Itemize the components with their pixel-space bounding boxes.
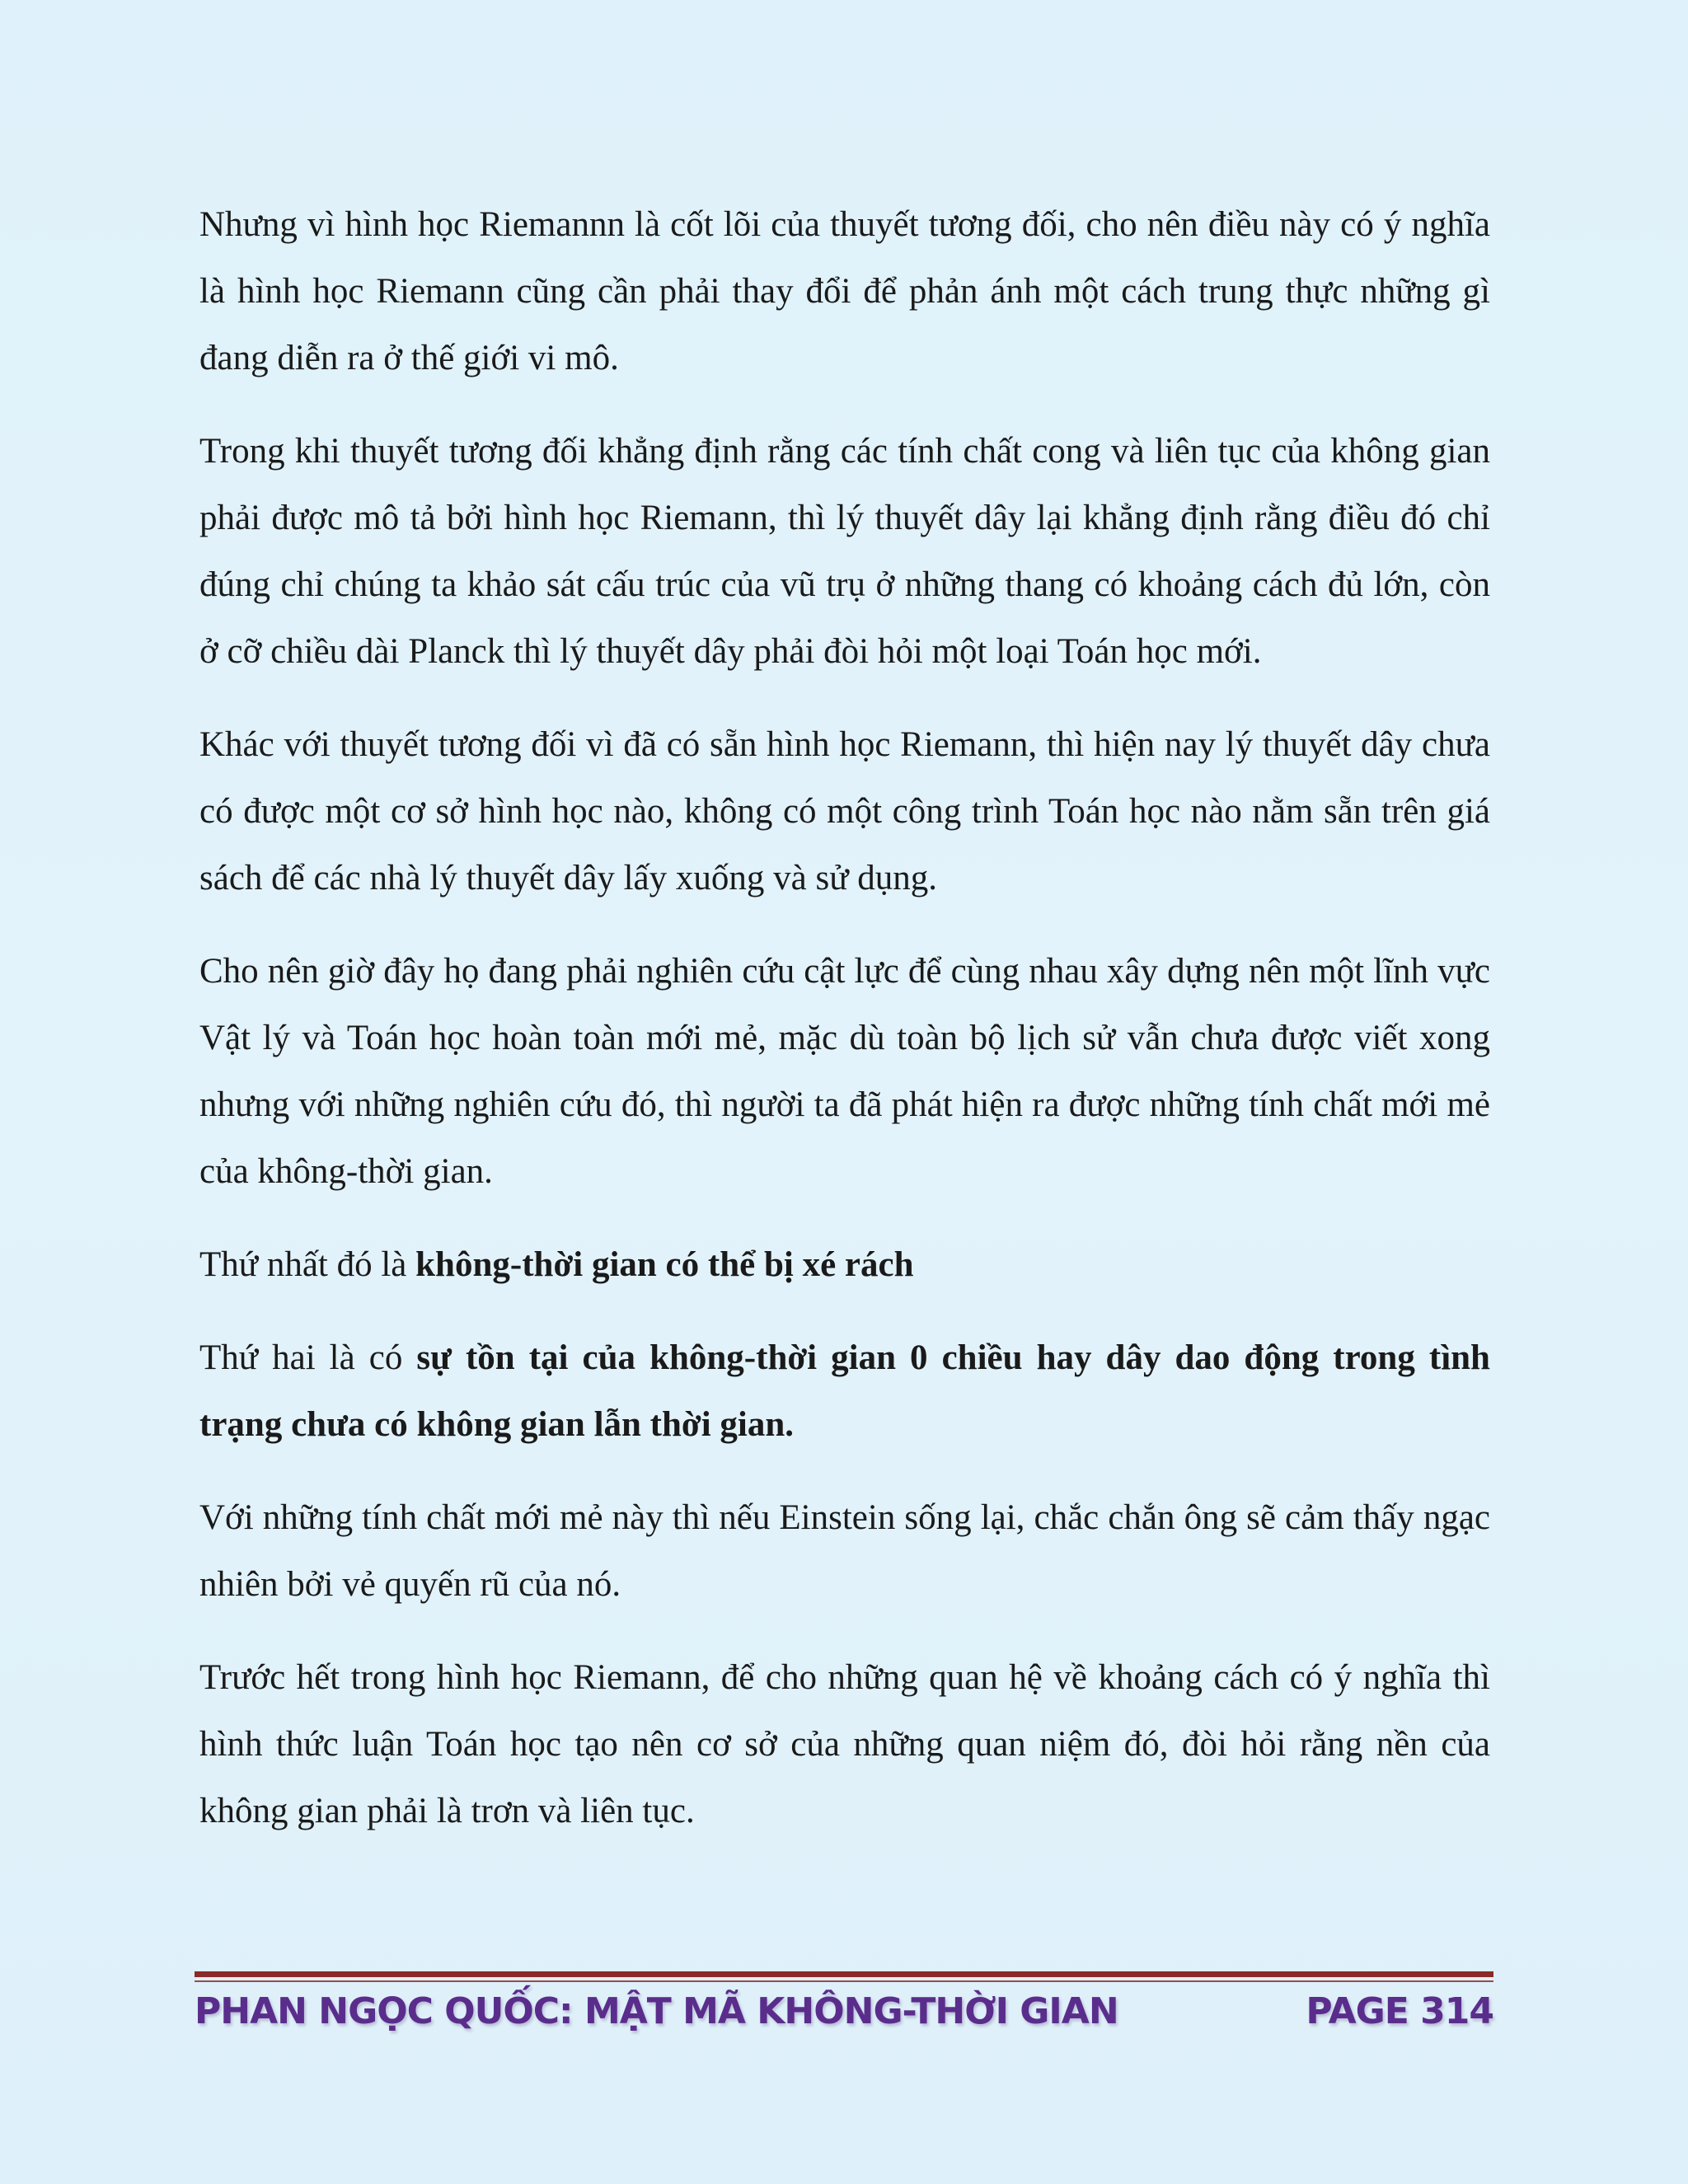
paragraph-4: Cho nên giờ đây họ đang phải nghiên cứu cật lực để cùng nhau xây dựng nên một lĩnh vực Vật lý và Toán học hoàn toàn mới mẻ, mặc dù toàn bộ lịch sử vẫn chưa được viết xong nhưng với những nghiên cứu đó, thì người ta đã phát hiện ra được những tính chất mới mẻ của không-thời gian. <box>199 952 1490 1191</box>
second-property-bold: sự tồn tại của không-thời gian 0 chiều hay dây dao động trong tình trạng chưa có không gian lẫn thời gian. <box>199 1338 1490 1444</box>
footer-row <box>195 1990 1493 2032</box>
first-property-paragraph <box>199 1231 1490 1298</box>
paragraph-3: Khác với thuyết tương đối vì đã có sẵn hình học Riemann, thì hiện nay lý thuyết dây chưa có được một cơ sở hình học nào, không có một công trình Toán học nào nằm sẵn trên giá sách để các nhà lý thuyết dây lấy xuống và sử dụng. <box>199 725 1490 898</box>
page-footer <box>195 1971 1493 2032</box>
body-text <box>199 191 1490 1871</box>
paragraph-1: Nhưng vì hình học Riemannn là cốt lõi của thuyết tương đối, cho nên điều này có ý nghĩa là hình học Riemann cũng cần phải thay đổi để phản ánh một cách trung thực những gì đang diễn ra ở thế giới vi mô. <box>199 205 1490 377</box>
footer-rule-thick <box>195 1971 1493 1977</box>
footer-rule-thin <box>195 1980 1493 1982</box>
paragraph-7: Với những tính chất mới mẻ này thì nếu Einstein sống lại, chắc chắn ông sẽ cảm thấy ngạc nhiên bởi vẻ quyến rũ của nó. <box>199 1498 1490 1604</box>
first-property-prefix: Thứ nhất đó là <box>199 1245 416 1284</box>
footer-page-number: PAGE 314 <box>1306 1990 1493 2032</box>
paragraph-2: Trong khi thuyết tương đối khẳng định rằng các tính chất cong và liên tục của không gian phải được mô tả bởi hình học Riemann, thì lý thuyết dây lại khẳng định rằng điều đó chỉ đúng chỉ chúng ta khảo sát cấu trúc của vũ trụ ở những thang có khoảng cách đủ lớn, còn ở cỡ chiều dài Planck thì lý thuyết dây phải đòi hỏi một loại Toán học mới. <box>199 432 1490 671</box>
paragraph-8: Trước hết trong hình học Riemann, để cho những quan hệ về khoảng cách có ý nghĩa thì hình thức luận Toán học tạo nên cơ sở của những quan niệm đó, đòi hỏi rằng nền của không gian phải là trơn và liên tục. <box>199 1658 1490 1830</box>
first-property-bold: không-thời gian có thể bị xé rách <box>415 1245 914 1284</box>
footer-book-title: PHAN NGỌC QUỐC: MẬT MÃ KHÔNG-THỜI GIAN <box>195 1990 1118 2032</box>
second-property-paragraph <box>199 1324 1490 1458</box>
second-property-prefix: Thứ hai là có <box>199 1338 417 1377</box>
